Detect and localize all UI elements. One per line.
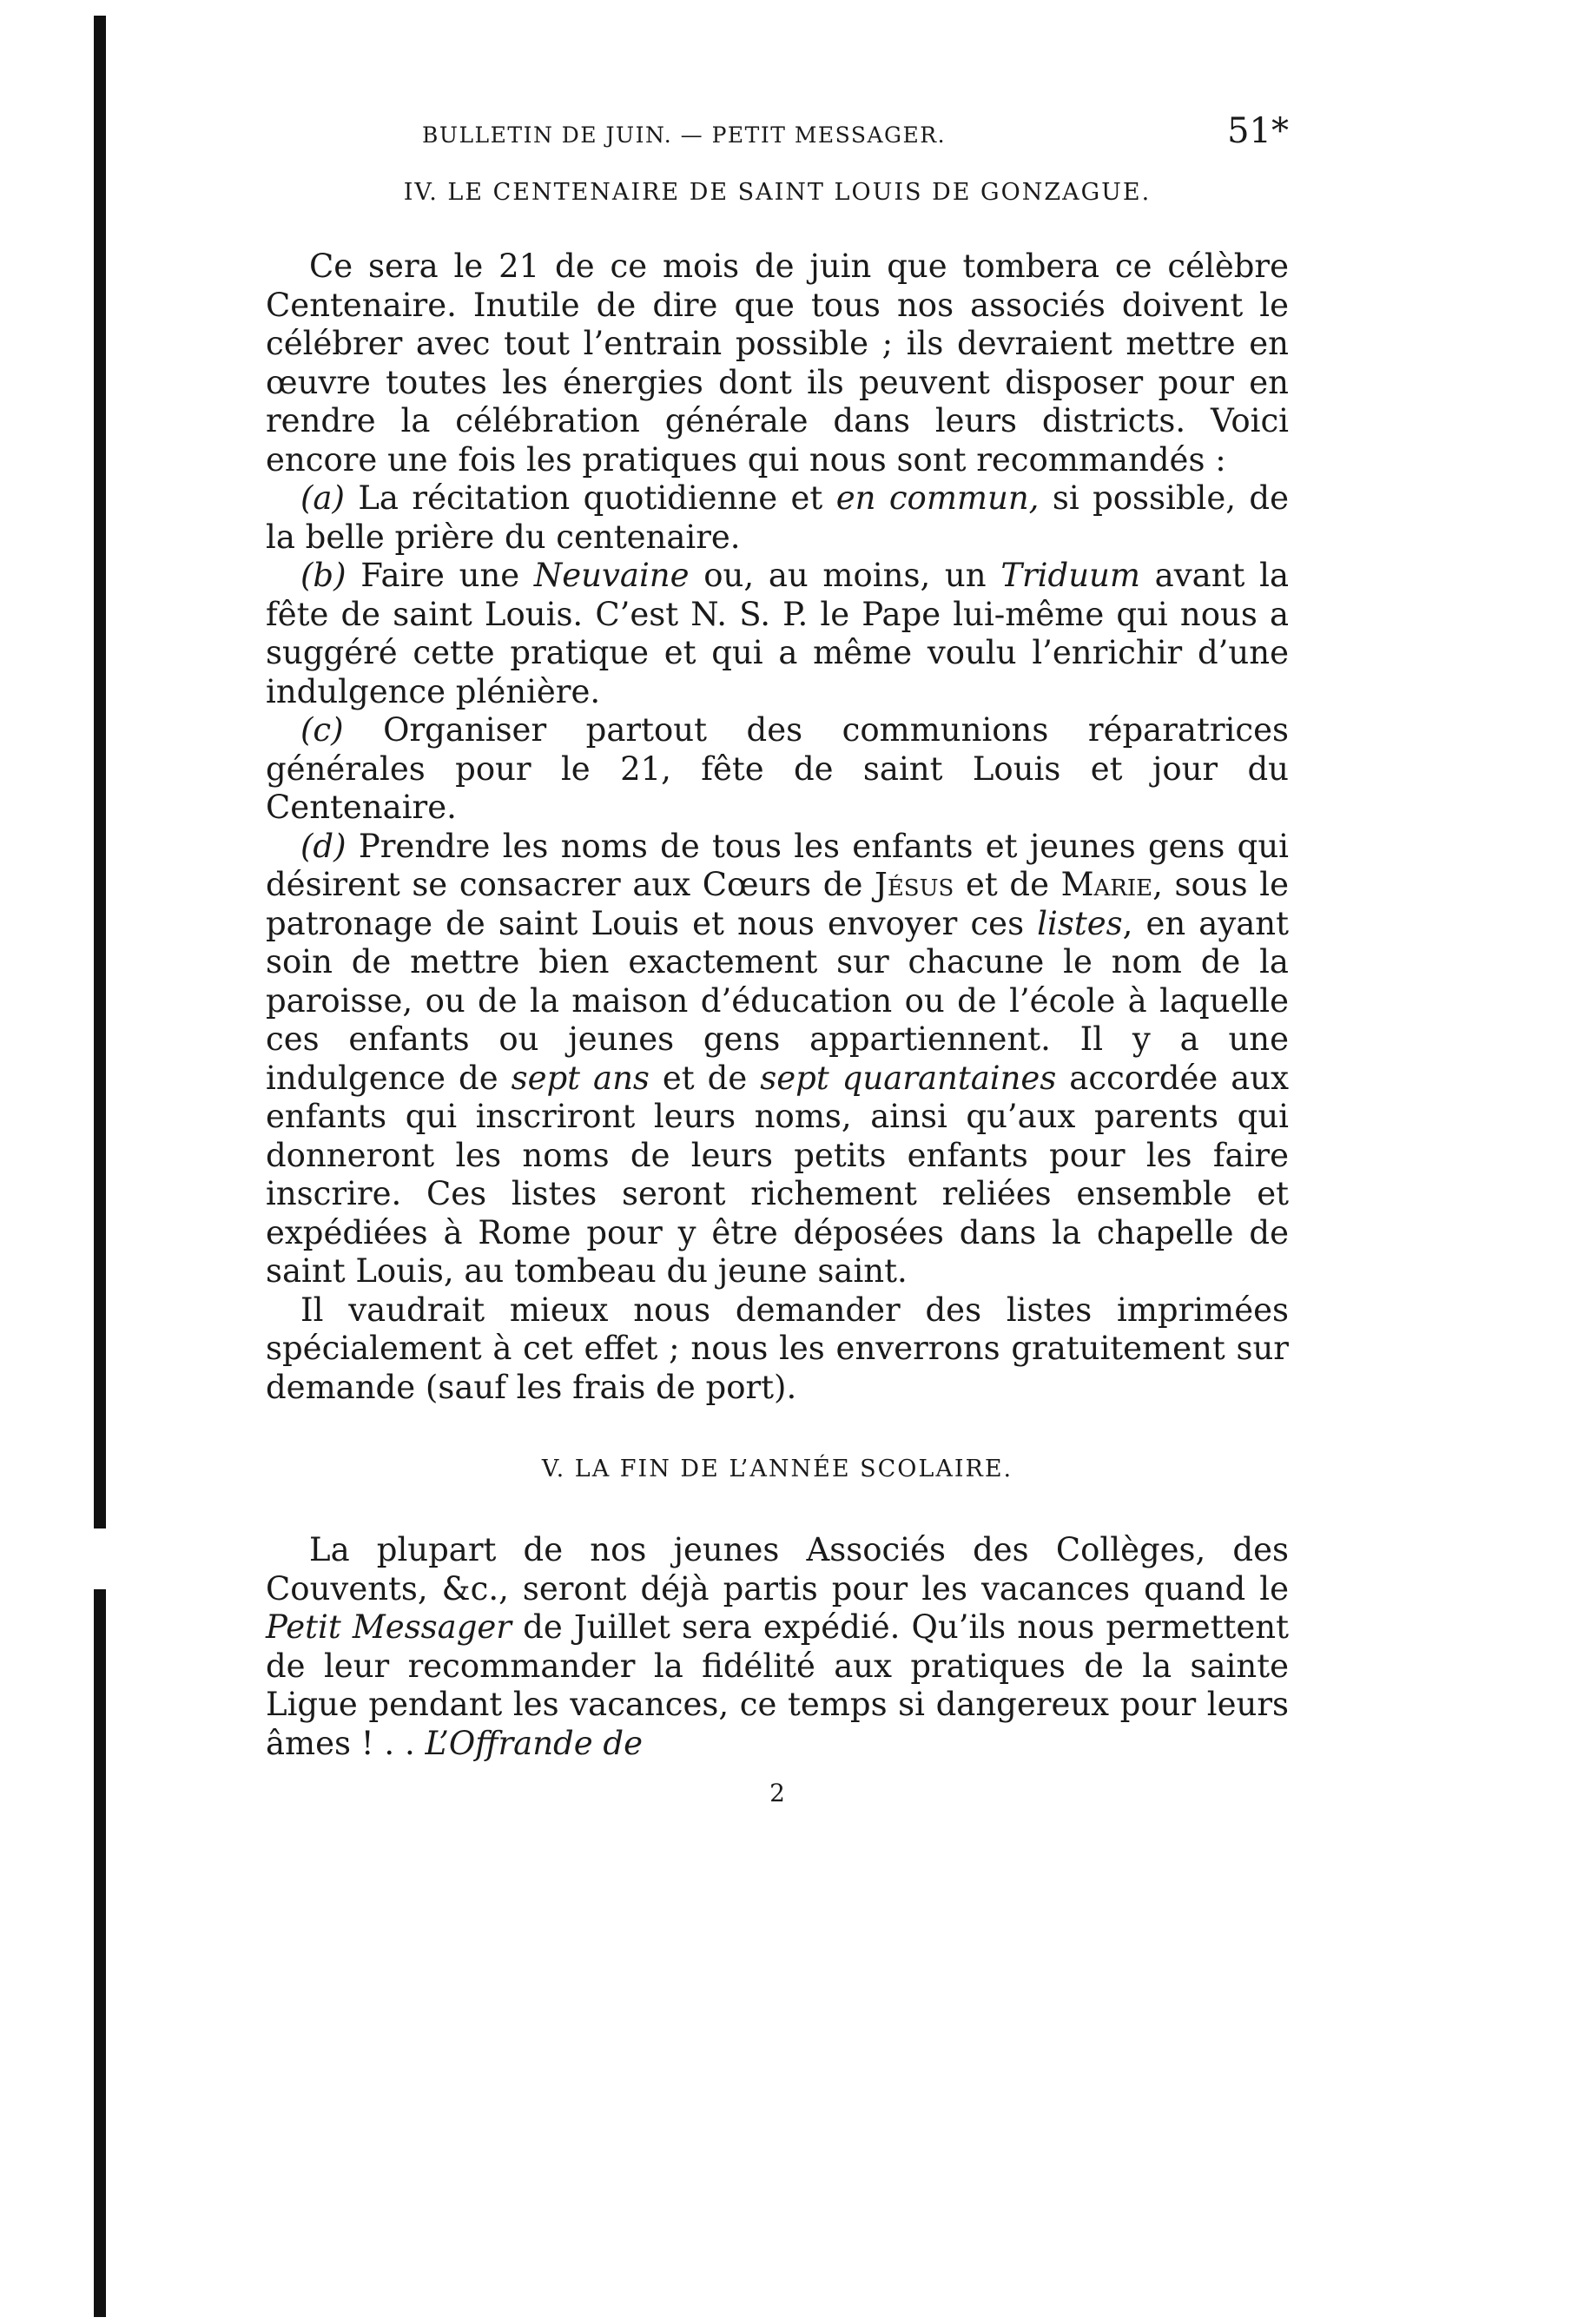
item-d-text-1: Prendre les noms de tous les enfants et jeunes gens qui désirent se consacrer aux Cœurs de: [266, 827, 1289, 903]
item-d-text-6: accordée aux enfants qui inscriront leurs noms, ainsi qu’aux parents qui donneront les noms de leurs petits enfants pour les faire inscrire. Ces listes seront richement reliées ensemble et expédiées à Rome pour y être déposées dans la chapelle de saint Louis, au tombeau du jeune saint.: [266, 1059, 1289, 1290]
item-a-pre: La récitation quotidienne et: [344, 479, 836, 517]
item-d-text-4: , en ayant soin de mettre bien exactement sur chacune le nom de la paroisse, ou de la maison d’éducation ou de l’école à laquelle ces enfants ou jeunes gens appartiennent. Il y a une indulgence de: [266, 904, 1289, 1097]
running-title: BULLETIN DE JUIN. — PETIT MESSAGER.: [422, 122, 947, 148]
binding-edge: [94, 16, 106, 2317]
item-a: [266, 479, 1289, 557]
page-number: 51*: [1227, 111, 1289, 151]
item-d-marker: (d): [300, 827, 347, 865]
item-a-marker: (a): [300, 479, 345, 517]
running-head: [266, 111, 1289, 151]
item-d-text-3: , sous le patronage de saint Louis et nous envoyer ces: [266, 866, 1289, 942]
section5-text-2: de Juillet sera expédié. Qu’ils nous permettent de leur recommander la fidélité aux pratiques de la sainte Ligue pendant les vacances, ce temps si dangereux pour leurs âmes ! . .: [266, 1608, 1289, 1762]
item-d-emphasis-2: sept ans: [511, 1059, 650, 1097]
item-d-jesus: Jésus: [875, 866, 954, 903]
item-c-text: Organiser partout des communions réparatrices générales pour le 21, fête de saint Louis et jour du Centenaire.: [266, 711, 1289, 826]
item-c-marker: (c): [300, 711, 344, 749]
item-b-pre: Faire une: [346, 557, 534, 594]
binding-gap: [90, 1528, 109, 1589]
paragraph-closing: Il vaudrait mieux nous demander des listes imprimées spécialement à cet effet ; nous les enverrons gratuitement sur demande (sauf les frais de port).: [266, 1291, 1289, 1406]
section-title-5: V. LA FIN DE L’ANNÉE SCOLAIRE.: [541, 1456, 1013, 1482]
signature-mark: 2: [769, 1779, 785, 1807]
item-d-emphasis-1: listes: [1037, 904, 1123, 942]
item-d: [266, 828, 1289, 1291]
item-b: [266, 557, 1289, 711]
item-b-post: avant la fête de saint Louis. C’est N. S. P. le Pape lui-même qui nous a suggéré cette pratique et qui a même voulu l’enrichir d’une indulgence plénière.: [266, 557, 1289, 710]
paragraph-section5: [266, 1531, 1289, 1763]
item-d-text-2: et de: [954, 866, 1061, 903]
item-b-emphasis-1: Neuvaine: [533, 557, 690, 594]
page: [266, 111, 1289, 1807]
section5-emphasis-2: L’Offrande de: [425, 1724, 643, 1762]
item-c: [266, 711, 1289, 828]
section5-emphasis-1: Petit Messager: [266, 1608, 512, 1646]
item-d-marie: Marie: [1060, 866, 1153, 903]
item-a-post: si possible, de la belle prière du centenaire.: [266, 479, 1290, 556]
item-d-text-5: et de: [649, 1059, 761, 1097]
item-b-mid: ou, au moins, un: [689, 557, 1001, 594]
section5-text-1: La plupart de nos jeunes Associés des Collèges, des Couvents, &c., seront déjà partis pour les vacances quand le: [266, 1531, 1289, 1608]
paragraph-intro: Ce sera le 21 de ce mois de juin que tombera ce célèbre Centenaire. Inutile de dire que tous nos associés doivent le célébrer avec tout l’entrain possible ; ils devraient mettre en œuvre toutes les énergies dont ils peuvent disposer pour en rendre la célébration générale dans leurs districts. Voici encore une fois les pratiques qui nous sont recommandés :: [266, 248, 1289, 479]
section-title-4: IV. LE CENTENAIRE DE SAINT LOUIS DE GONZAGUE.: [403, 179, 1152, 206]
item-a-emphasis: en commun,: [835, 479, 1040, 517]
item-b-emphasis-2: Triduum: [1000, 557, 1140, 594]
item-b-marker: (b): [300, 557, 347, 594]
item-d-emphasis-3: sept quarantaines: [760, 1059, 1057, 1097]
